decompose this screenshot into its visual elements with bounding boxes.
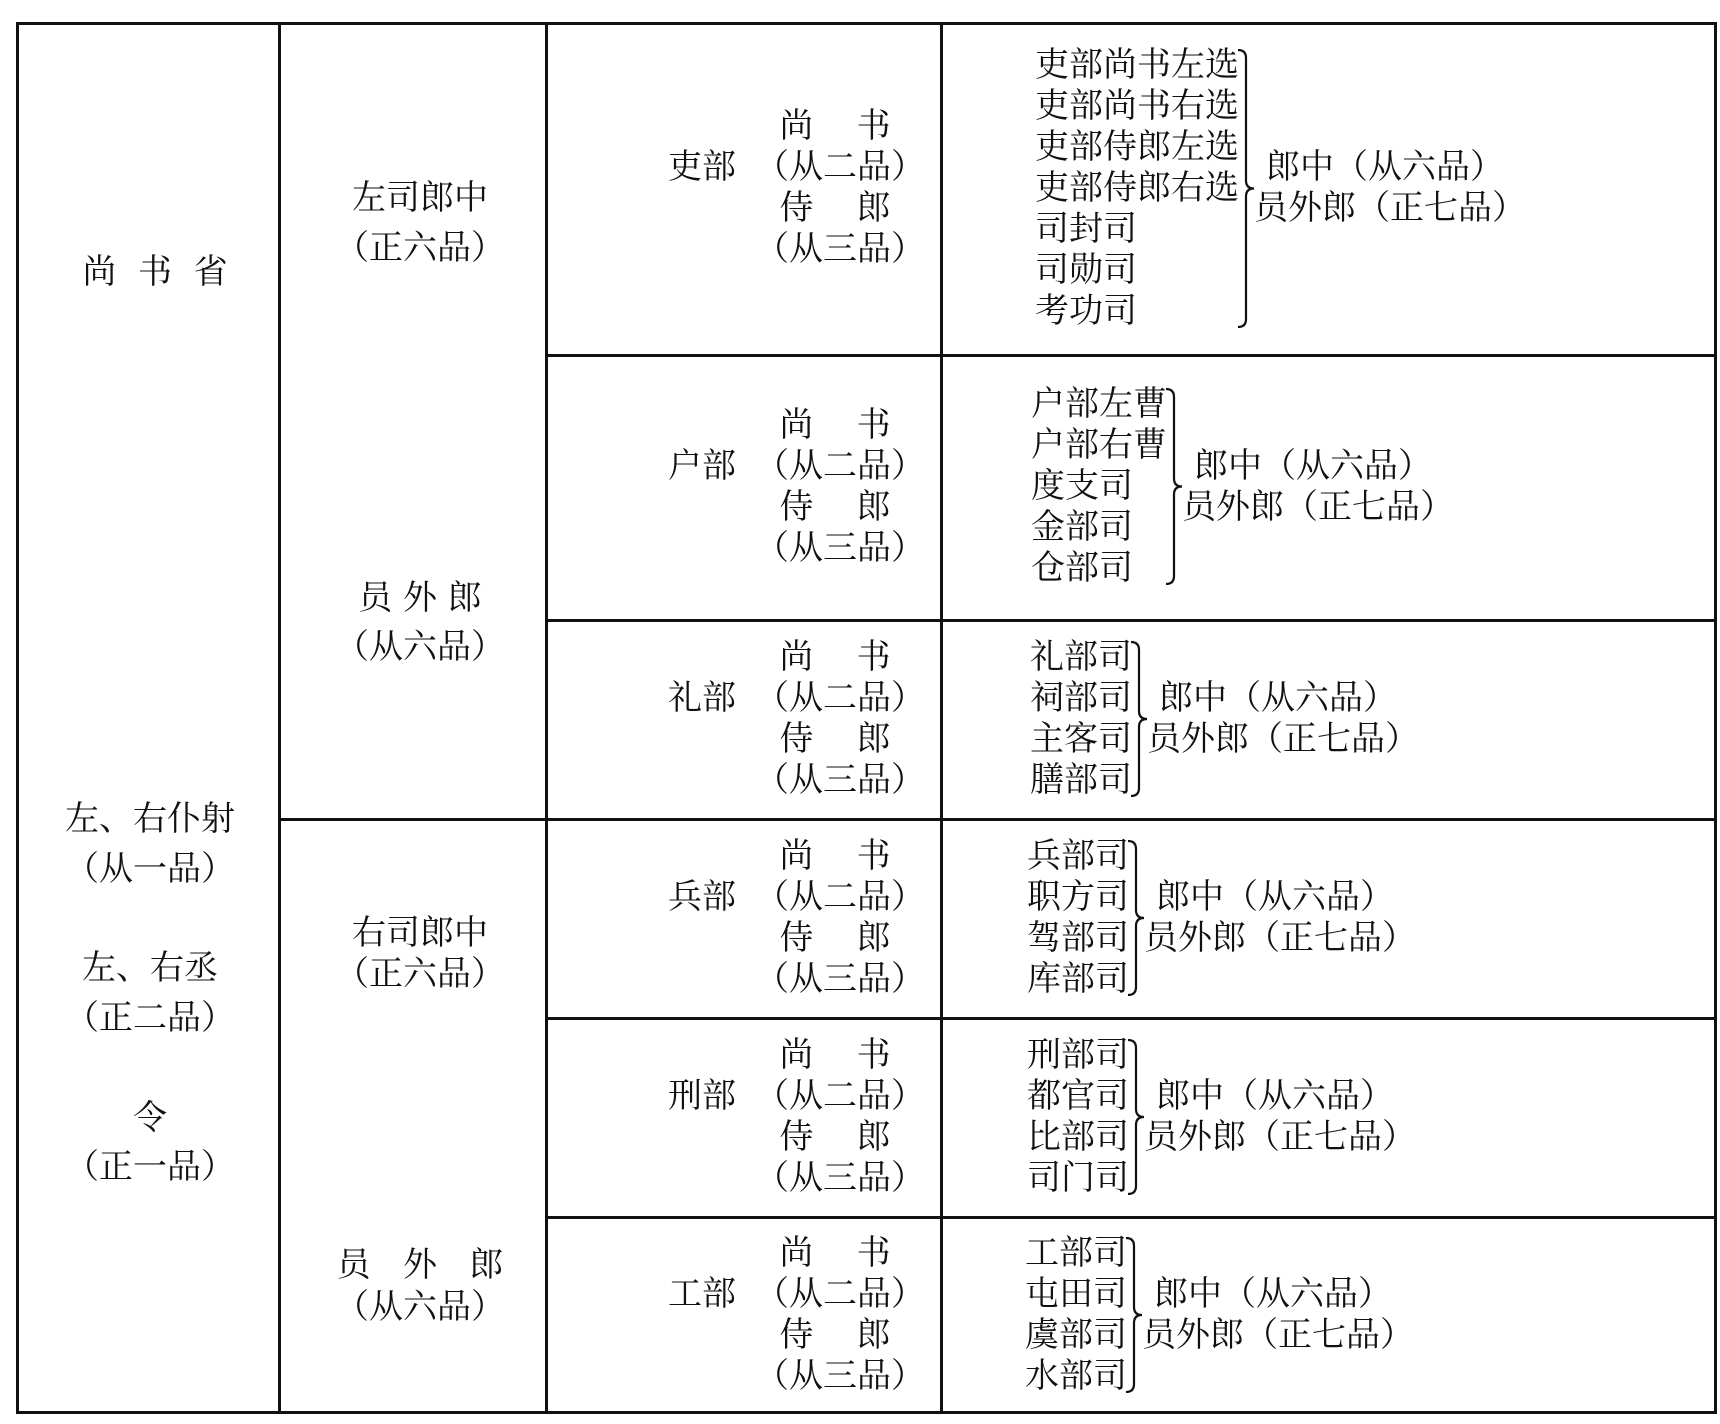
sub-office: 司门司 xyxy=(1027,1157,1129,1198)
sub-office: 膳部司 xyxy=(1030,759,1132,800)
sub-office: 吏部侍郎左选 xyxy=(1035,126,1239,167)
shilang-rank: （从三品） xyxy=(755,759,925,800)
shangshu-label: 尚 书 xyxy=(779,835,891,876)
sub-office: 祠部司 xyxy=(1030,677,1132,718)
zuosi-yuanwailang-rank: （从六品） xyxy=(335,627,505,667)
sub-office: 比部司 xyxy=(1027,1116,1129,1157)
yuanwailang-label: 员外郎（正七品） xyxy=(1254,188,1526,228)
sub-office: 工部司 xyxy=(1025,1233,1127,1273)
sub-office: 考功司 xyxy=(1035,290,1137,331)
sub-office: 户部右曹 xyxy=(1031,425,1167,465)
shilang-label: 侍 郎 xyxy=(779,1116,891,1157)
yuanwailang-label: 员外郎（正七品） xyxy=(1182,486,1454,527)
shangshusheng-title: 尚 书 省 xyxy=(82,252,228,292)
zuosi-langzhong: 左司郎中 xyxy=(352,178,488,218)
divider-col3 xyxy=(940,22,943,1414)
shangshu-label: 尚 书 xyxy=(779,106,891,146)
shilang-label: 侍 郎 xyxy=(779,188,891,228)
divider-row-bing xyxy=(545,1017,1717,1020)
shangshu-rank: （从二品） xyxy=(755,1274,925,1314)
ministry-name: 工部 xyxy=(668,1274,736,1314)
shilang-rank: （从三品） xyxy=(755,527,925,568)
sub-office: 库部司 xyxy=(1027,958,1129,999)
shangshu-rank: （从二品） xyxy=(755,147,925,187)
shilang-label: 侍 郎 xyxy=(779,917,891,958)
shilang-rank: （从三品） xyxy=(755,1157,925,1198)
ministry-name: 吏部 xyxy=(668,147,736,187)
divider-row-li2 xyxy=(278,818,1717,821)
yuanwailang-label: 员外郎（正七品） xyxy=(1144,917,1416,958)
yousi-langzhong: 右司郎中 xyxy=(352,913,488,953)
yuanwailang-label: 员外郎（正七品） xyxy=(1144,1116,1416,1157)
divider-col2 xyxy=(545,22,548,1414)
shangshu-label: 尚 书 xyxy=(779,1233,891,1273)
puye-rank: （从一品） xyxy=(65,849,235,889)
langzhong-label: 郎中（从六品） xyxy=(1159,677,1397,718)
shilang-label: 侍 郎 xyxy=(779,718,891,759)
yousi-langzhong-rank: （正六品） xyxy=(335,954,505,994)
ministry-name: 礼部 xyxy=(668,677,736,718)
shangshu-rank: （从二品） xyxy=(755,1075,925,1116)
ministry-name: 刑部 xyxy=(668,1075,736,1116)
yousi-yuanwailang: 员 外 郎 xyxy=(336,1245,504,1285)
sub-office: 度支司 xyxy=(1031,466,1133,506)
sub-office: 司封司 xyxy=(1035,208,1137,249)
zuosi-langzhong-rank: （正六品） xyxy=(335,228,505,268)
langzhong-label: 郎中（从六品） xyxy=(1156,876,1394,917)
zuosi-yuanwailang: 员 外 郎 xyxy=(358,578,482,618)
yuanwailang-label: 员外郎（正七品） xyxy=(1147,718,1419,759)
shangshu-rank: （从二品） xyxy=(755,677,925,718)
shangshu-rank: （从二品） xyxy=(755,876,925,917)
shilang-rank: （从三品） xyxy=(755,229,925,269)
sub-office: 金部司 xyxy=(1031,507,1133,547)
sub-office: 户部左曹 xyxy=(1031,384,1167,424)
sub-office: 兵部司 xyxy=(1027,835,1129,876)
sub-office: 水部司 xyxy=(1025,1356,1127,1396)
divider-row-li xyxy=(545,354,1717,357)
ministry-name: 兵部 xyxy=(668,876,736,917)
sub-office: 吏部尚书左选 xyxy=(1035,44,1239,85)
sub-office: 仓部司 xyxy=(1031,548,1133,588)
sub-office: 都官司 xyxy=(1027,1075,1129,1116)
sub-office: 屯田司 xyxy=(1025,1274,1127,1314)
ling-rank: （正一品） xyxy=(65,1147,235,1187)
shangshu-label: 尚 书 xyxy=(779,1034,891,1075)
ministry-name: 户部 xyxy=(668,445,736,486)
sub-office: 吏部尚书右选 xyxy=(1035,85,1239,126)
divider-row-hu xyxy=(545,619,1717,622)
shangshu-label: 尚 书 xyxy=(779,636,891,677)
shilang-rank: （从三品） xyxy=(755,1356,925,1396)
shilang-label: 侍 郎 xyxy=(779,1315,891,1355)
puye-label: 左、右仆射 xyxy=(65,799,235,839)
divider-row-xing xyxy=(545,1216,1717,1219)
sub-office: 驾部司 xyxy=(1027,917,1129,958)
yousi-yuanwailang-rank: （从六品） xyxy=(335,1287,505,1327)
sub-office: 职方司 xyxy=(1027,876,1129,917)
ling-label: 令 xyxy=(133,1098,167,1138)
shilang-rank: （从三品） xyxy=(755,958,925,999)
shangshu-rank: （从二品） xyxy=(755,445,925,486)
cheng-rank: （正二品） xyxy=(65,998,235,1038)
sub-office: 吏部侍郎右选 xyxy=(1035,167,1239,208)
sub-office: 主客司 xyxy=(1030,718,1132,759)
yuanwailang-label: 员外郎（正七品） xyxy=(1142,1315,1414,1355)
sub-office: 虞部司 xyxy=(1025,1315,1127,1355)
sub-office: 刑部司 xyxy=(1027,1034,1129,1075)
langzhong-label: 郎中（从六品） xyxy=(1154,1274,1392,1314)
langzhong-label: 郎中（从六品） xyxy=(1156,1075,1394,1116)
cheng-label: 左、右丞 xyxy=(82,948,218,988)
shilang-label: 侍 郎 xyxy=(779,486,891,527)
langzhong-label: 郎中（从六品） xyxy=(1194,445,1432,486)
sub-office: 礼部司 xyxy=(1030,636,1132,677)
shangshu-label: 尚 书 xyxy=(779,404,891,445)
langzhong-label: 郎中（从六品） xyxy=(1266,147,1504,187)
sub-office: 司勋司 xyxy=(1035,249,1137,290)
divider-col1 xyxy=(278,22,281,1414)
